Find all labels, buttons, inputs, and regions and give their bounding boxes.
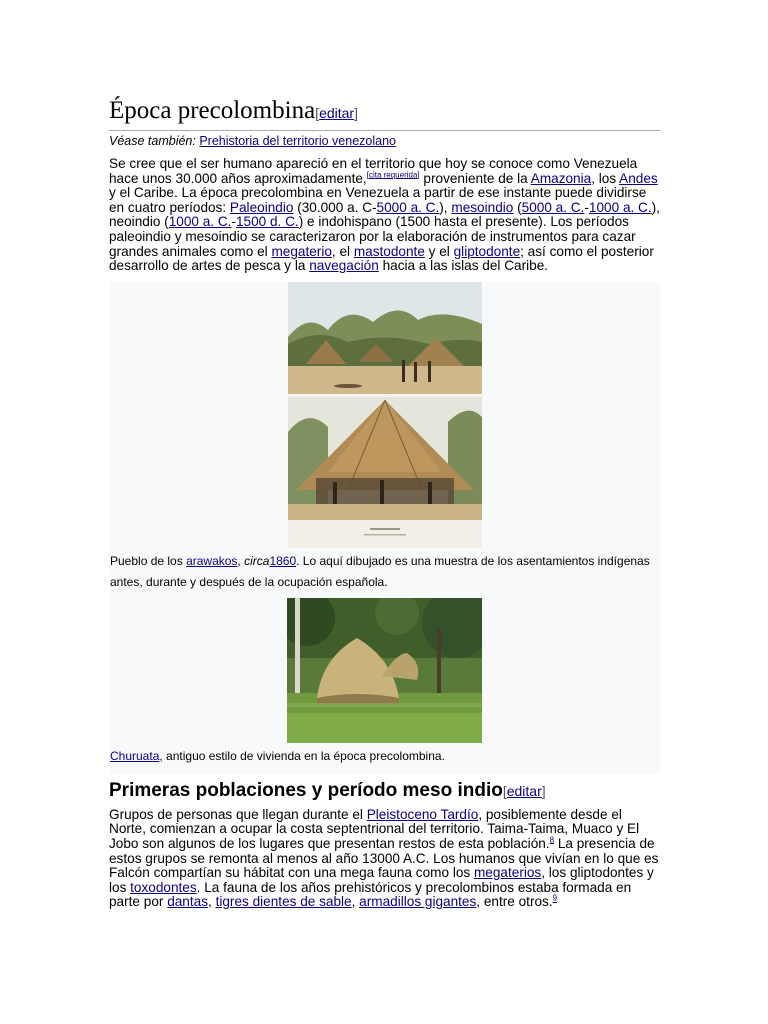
link-megaterio[interactable]: megaterio [271, 243, 332, 259]
paragraph-intro: Se cree que el ser humano apareció en el territorio que hoy se conoce como Venezuela hace unos 30.000 años aproximadamente,[cita requerida] proveniente de la Amazonia, los Andes y el Caribe. La época precolombina en Venezuela a partir de ese instante puede dividirse en cuatro períodos: Paleoindio (30.000 a. C-5000 a. C.), mesoindio (5000 a. C.-1000 a. C.), neoindio (1000 a. C.-1500 d. C.) e indohispano (1500 hasta el presente). Los períodos paleoindio y mesoindio se caracterizaron por la elaboración de instrumentos para cazar grandes animales como el megaterio, el mastodonte y el gliptodonte; así como el posterior desarrollo de artes de pesca y la navegación hacia a las islas del Caribe. [109, 156, 660, 274]
edit-section-link-2: [editar] [502, 782, 546, 799]
section-heading-primeras-poblaciones [109, 778, 660, 804]
link-5000-ac-2[interactable]: 5000 a. C. [521, 199, 585, 215]
section-heading-epoca-precolombina [109, 96, 660, 131]
link-churuata[interactable]: Churuata [110, 748, 160, 763]
edit-link[interactable]: editar [319, 105, 355, 121]
link-navegacion[interactable]: navegación [309, 258, 379, 274]
figure-caption-churuata: Churuata, antiguo estilo de vivienda en la época precolombina. [110, 748, 445, 763]
citation-needed-link[interactable]: [cita requerida] [366, 170, 420, 180]
link-pleistoceno-tardio[interactable]: Pleistoceno Tardío [366, 806, 479, 822]
article-content [109, 96, 660, 910]
link-paleoindio[interactable]: Paleoindio [229, 199, 294, 215]
arawak-village-illustration[interactable] [288, 282, 482, 548]
link-toxodontes[interactable]: toxodontes [130, 879, 197, 895]
link-5000-ac[interactable]: 5000 a. C. [376, 199, 440, 215]
reference-9-link[interactable]: 9 [552, 893, 558, 903]
link-gliptodonte[interactable]: gliptodonte [453, 243, 521, 259]
link-arawakos[interactable]: arawakos [186, 553, 238, 568]
figures-block [109, 282, 660, 774]
link-tigres-dientes-de-sable[interactable]: tigres dientes de sable [215, 894, 352, 910]
see-also-link[interactable]: Prehistoria del territorio venezolano [199, 134, 396, 148]
link-amazonia[interactable]: Amazonia [530, 170, 592, 186]
link-mesoindio[interactable]: mesoindio [451, 199, 514, 215]
link-1500-dc[interactable]: 1500 d. C. [235, 214, 299, 230]
link-megaterios[interactable]: megaterios [473, 865, 542, 881]
link-mastodonte[interactable]: mastodonte [353, 243, 425, 259]
heading-title-2: Primeras poblaciones y período meso indio [109, 779, 503, 801]
link-dantas[interactable]: dantas [167, 894, 209, 910]
link-armadillos-gigantes[interactable]: armadillos gigantes [359, 894, 477, 910]
link-1000-ac-2[interactable]: 1000 a. C. [168, 214, 232, 230]
edit-section-link: [editar] [315, 105, 358, 121]
reference-8-link[interactable]: 8 [549, 835, 555, 845]
link-andes[interactable]: Andes [619, 170, 658, 186]
paragraph-primeras-poblaciones: Grupos de personas que llegan durante el Pleistoceno Tardío, posiblemente desde el Norte, comienzan a ocupar la costa septentrional del territorio. Taima-Taima, Muaco y El Jobo son algunos de los lugares que presentan restos de esta población.$^8$ La presencia de estos grupos se remonta al menos al año 13000 A.C. Los humanos que vivían en lo que es Falcón compartían su hábitat con una mega fauna como los megaterios, los gliptodontes y los toxodontes. La fauna de los años prehistóricos y precolombinos estaba formada en parte por dantas, tigres dientes de sable, armadillos gigantes, entre otros.$^9$ [109, 806, 659, 910]
churuata-photo[interactable] [287, 598, 482, 743]
link-1860[interactable]: 1860 [269, 553, 297, 568]
see-also-note: Véase también: Prehistoria del territorio venezolano [109, 134, 396, 148]
figure-caption-arawakos: Pueblo de los arawakos, circa1860. Lo aquí dibujado es una muestra de los asentamientos indígenas antes, durante y después de la ocupación española. [110, 553, 650, 589]
heading-title: Época precolombina [109, 97, 316, 124]
link-1000-ac[interactable]: 1000 a. C. [588, 199, 652, 215]
edit-link-2[interactable]: editar [506, 782, 542, 799]
